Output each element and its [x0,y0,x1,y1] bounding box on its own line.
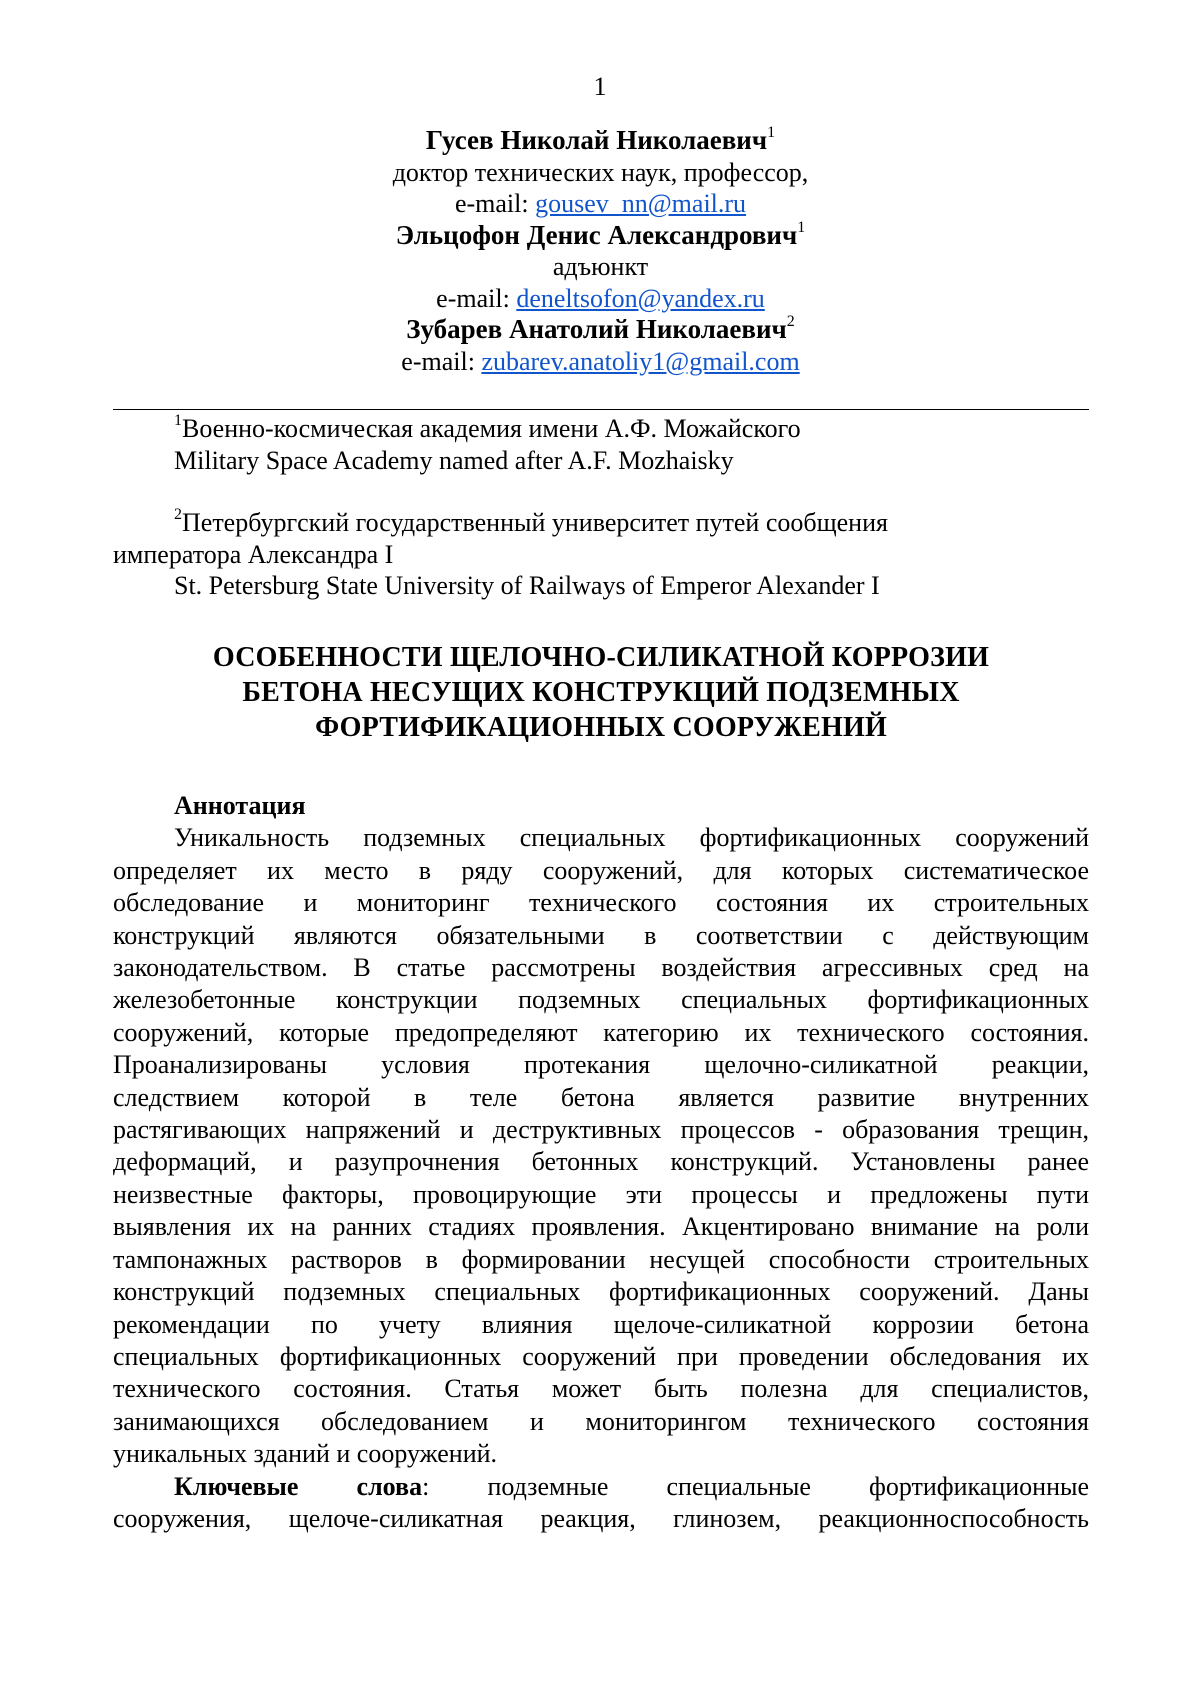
affiliation-2-en: St. Petersburg State University of Railways of Emperor Alexander I [174,571,880,600]
author-position: адъюнкт [552,252,649,281]
divider-line [113,409,1089,410]
abstract-line: технического состояния. Статья может быть полезна для специалистов, [113,1374,1089,1404]
abstract-line: железобетонные конструкции подземных специальных фортификационных [113,985,1089,1015]
abstract-line: Уникальность подземных специальных фортификационных сооружений [174,823,1089,853]
abstract-line: определяет их место в ряду сооружений, для которых систематическое [113,855,1089,885]
abstract-line: Проанализированы условия протекания щелочно-силикатной реакции, [113,1050,1089,1080]
affiliation-2-ru-cont: императора Александра I [113,539,394,569]
author-email-line: e-mail: zubarev.anatoliy1@gmail.com [401,346,800,376]
author-email-line: e-mail: gousev_nn@mail.ru [454,189,747,218]
author-email-link[interactable]: deneltsofon@yandex.ru [516,283,765,313]
author-1 [113,125,1088,220]
abstract-line: занимающихся обследованием и мониторингом технического состояния [113,1406,1089,1436]
abstract-heading: Аннотация [174,791,306,820]
affiliation-1-en: Military Space Academy named after A.F. Mozhaisky [174,445,734,475]
authors-block [113,125,1088,377]
abstract-line: уникальных зданий и сооружений. [113,1439,498,1469]
author-name: Гусев Николай Николаевич$^1$ [425,124,776,155]
title-line: ФОРТИФИКАЦИОННЫХ СООРУЖЕНИЙ [315,712,887,743]
abstract-line: неизвестные факторы, провоцирующие эти процессы и предложены пути [113,1179,1089,1209]
spacer [113,476,1089,507]
keywords-label: Ключевые слова [174,1471,423,1501]
affiliation-1-ru: $^1$Военно-космическая академия имени А.Ф. Можайского [174,412,801,443]
article-title [113,640,1089,745]
author-2 [113,220,1088,315]
author-email-link[interactable]: zubarev.anatoliy1@gmail.com [481,346,800,376]
abstract-line: обследование и мониторинг технического состояния их строительных [113,888,1089,918]
author-name: Эльцофон Денис Александрович$^1$ [395,218,806,250]
abstract-line: выявления их на ранних стадиях проявления. Акцентировано внимание на роли [113,1212,1089,1242]
abstract-line: тампонажных растворов в формировании несущей способности строительных [113,1244,1089,1274]
abstract-line: специальных фортификационных сооружений при проведении обследования их [113,1341,1089,1371]
author-3 [113,314,1088,377]
abstract-line: растягивающих напряжений и деструктивных процессов - образования трещин, [113,1115,1089,1145]
abstract-line: рекомендации по учету влияния щелоче-силикатной коррозии бетона [113,1309,1089,1339]
abstract-line: следствием которой в теле бетона является развитие внутренних [113,1082,1089,1112]
affiliations-block [113,413,1089,602]
keywords-line: Ключевые слова: подземные специальные фортификационные [174,1471,1090,1501]
abstract-line: конструкций подземных специальных фортификационных сооружений. Даны [113,1277,1089,1307]
abstract-line: сооружений, которые предопределяют категорию их технического состояния. [113,1017,1089,1047]
author-email-link[interactable]: gousev_nn@mail.ru [535,189,747,218]
author-name: Зубарев Анатолий Николаевич$^2$ [406,313,795,344]
abstract-line: деформаций, и разупрочнения бетонных конструкций. Установлены ранее [113,1147,1089,1177]
abstract-line: конструкций являются обязательными в соответствии с действующим [113,920,1089,950]
author-position: доктор технических наук, профессор, [392,157,809,187]
title-line: БЕТОНА НЕСУЩИХ КОНСТРУКЦИЙ ПОДЗЕМНЫХ [242,677,960,708]
abstract-line: законодательством. В статье рассмотрены воздействия агрессивных сред на [113,953,1089,983]
author-email-line: e-mail: deneltsofon@yandex.ru [436,283,765,313]
title-line: ОСОБЕННОСТИ ЩЕЛОЧНО-СИЛИКАТНОЙ КОРРОЗИИ [212,642,990,673]
abstract-section [113,790,1089,1535]
keywords-line-2: сооружения, щелоче-силикатная реакция, глинозем, реакционноспособность [113,1503,1089,1533]
page-number: 1 [593,72,607,101]
affiliation-2-ru: $^2$Петербургский государственный университет путей сообщения [174,506,888,537]
